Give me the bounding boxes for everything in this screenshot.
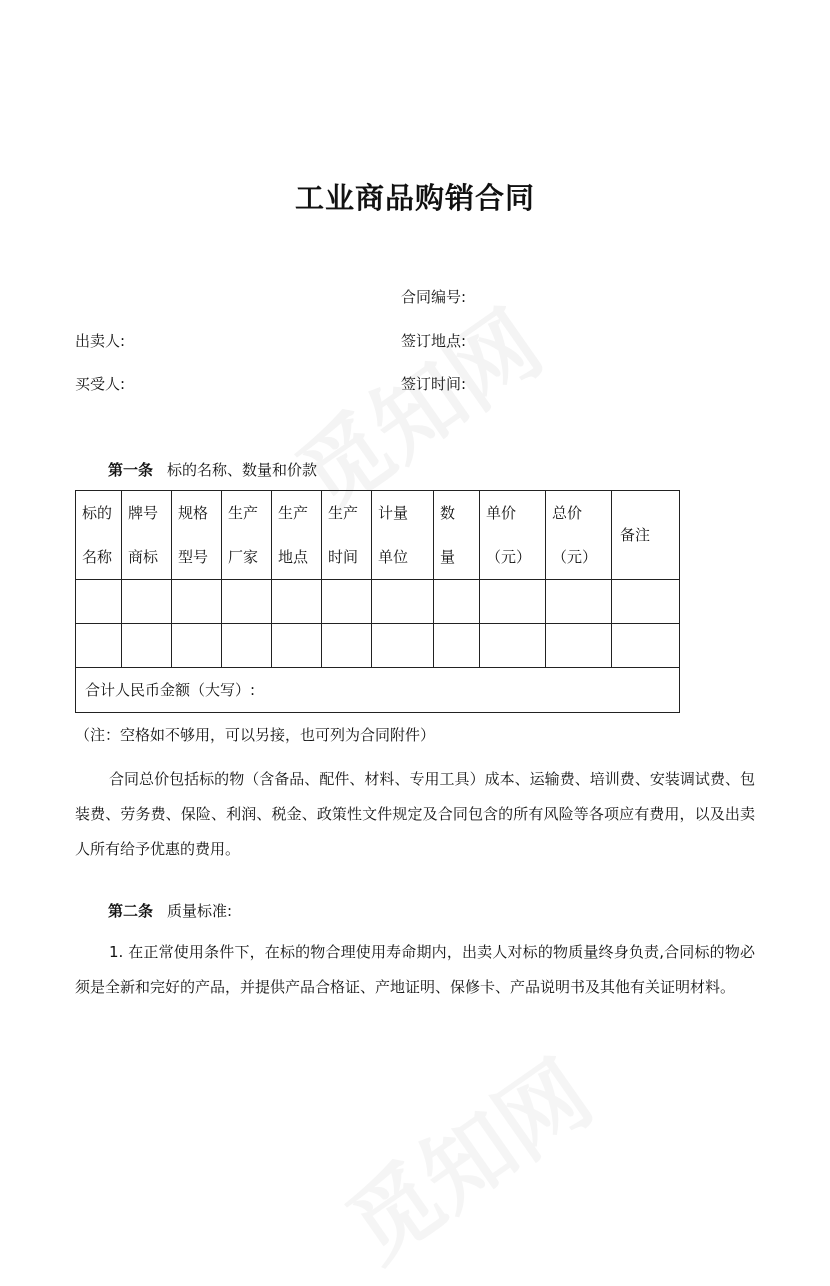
- total-amount-cell[interactable]: 合计人民币金额（大写）:: [76, 668, 680, 713]
- table-header-row: [76, 491, 680, 580]
- table-cell[interactable]: [612, 624, 680, 668]
- header-cell: 总价 （元）: [546, 491, 612, 580]
- article-1-heading: [108, 460, 317, 480]
- total-row: [76, 668, 680, 713]
- table-cell[interactable]: [480, 580, 546, 624]
- goods-table: [75, 490, 680, 713]
- table-cell[interactable]: [612, 580, 680, 624]
- article-1-label: 第一条: [108, 461, 154, 479]
- table-cell[interactable]: [222, 580, 272, 624]
- quality-paragraph: 1. 在正常使用条件下，在标的物合理使用寿命期内，出卖人对标的物质量终身负责,合同标的物必须是全新和完好的产品，并提供产品合格证、产地证明、保修卡、产品说明书及其他有关证明材料。: [75, 943, 755, 996]
- table-cell[interactable]: [546, 624, 612, 668]
- article-2-heading: [108, 901, 232, 921]
- header-cell: 生产 厂家: [222, 491, 272, 580]
- sign-place-label: 签订地点:: [401, 332, 467, 350]
- price-paragraph: 合同总价包括标的物（含备品、配件、材料、专用工具）成本、运输费、培训费、安装调试费、包装费、劳务费、保险、利润、税金、政策性文件规定及合同包含的所有风险等各项应有费用，以及出卖人所有给予优惠的费用。: [75, 770, 755, 858]
- article-1-title: 标的名称、数量和价款: [167, 461, 318, 479]
- table-cell[interactable]: [434, 580, 480, 624]
- table-cell[interactable]: [272, 624, 322, 668]
- article-2-title: 质量标准:: [167, 902, 233, 920]
- table-cell[interactable]: [172, 580, 222, 624]
- table-cell[interactable]: [322, 624, 372, 668]
- document-title: 工业商品购销合同: [294, 181, 535, 215]
- table-cell[interactable]: [480, 624, 546, 668]
- remarks-header-cell: 备注: [612, 491, 680, 580]
- header-cell: 牌号 商标: [122, 491, 172, 580]
- seller-label: 出卖人:: [75, 332, 126, 350]
- table-cell[interactable]: [322, 580, 372, 624]
- header-cell: 数 量: [434, 491, 480, 580]
- contract-number-label: 合同编号:: [401, 288, 467, 306]
- table-cell[interactable]: [434, 624, 480, 668]
- table-cell[interactable]: [272, 580, 322, 624]
- table-cell[interactable]: [76, 580, 122, 624]
- table-cell[interactable]: [546, 580, 612, 624]
- table-cell[interactable]: [122, 580, 172, 624]
- table-row: [76, 624, 680, 668]
- sign-time-label: 签订时间:: [401, 375, 467, 393]
- table-cell[interactable]: [222, 624, 272, 668]
- table-cell[interactable]: [172, 624, 222, 668]
- header-cell: 生产 时间: [322, 491, 372, 580]
- table-cell[interactable]: [372, 624, 434, 668]
- table-cell[interactable]: [76, 624, 122, 668]
- table-cell[interactable]: [122, 624, 172, 668]
- header-cell: 计量 单位: [372, 491, 434, 580]
- table-note: （注：空格如不够用，可以另接，也可列为合同附件）: [75, 726, 436, 744]
- watermark: [317, 1024, 613, 1285]
- header-cell: 标的 名称: [76, 491, 122, 580]
- header-cell: 单价 （元）: [480, 491, 546, 580]
- table-row: [76, 580, 680, 624]
- buyer-label: 买受人:: [75, 375, 126, 393]
- article-2-label: 第二条: [108, 902, 154, 920]
- header-cell: 生产 地点: [272, 491, 322, 580]
- table-cell[interactable]: [372, 580, 434, 624]
- header-cell: 规格 型号: [172, 491, 222, 580]
